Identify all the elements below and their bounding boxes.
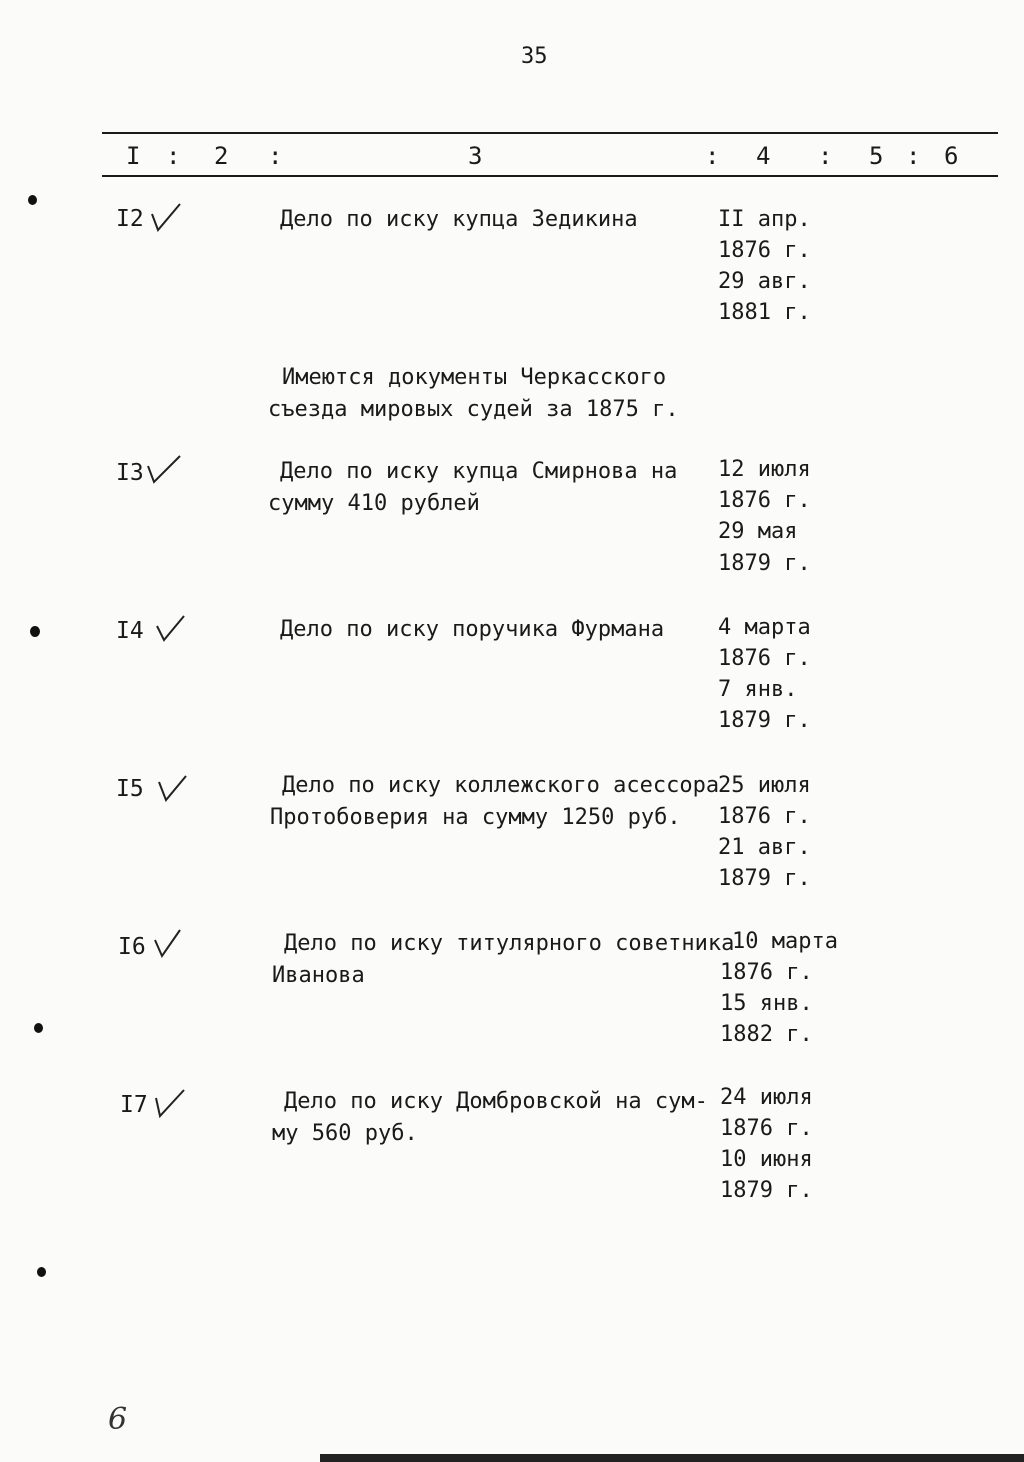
checkmark-icon [154, 612, 188, 646]
record-number: I3 [116, 460, 144, 486]
record-date: 10 июня [720, 1147, 813, 1172]
punch-hole [37, 1267, 46, 1277]
record-date: 7 янв. [718, 677, 798, 702]
record-title: Дело по иску Домбровской на сум- [284, 1089, 708, 1114]
header-separator: : [705, 142, 721, 170]
record-date: 1879 г. [718, 708, 811, 733]
record-title: Дело по иску поручика Фурмана [280, 617, 665, 642]
record-number: I5 [116, 776, 144, 802]
header-col-4: 4 [756, 142, 772, 170]
record-date: 1879 г. [720, 1178, 813, 1203]
record-date: 29 мая [718, 519, 798, 544]
record-date: 12 июля [718, 457, 811, 482]
header-separator: : [268, 142, 284, 170]
archive-note: съезда мировых судей за 1875 г. [268, 397, 679, 422]
record-date: II апр. [718, 207, 811, 232]
archive-note: Имеются документы Черкасского [282, 365, 667, 390]
header-bottom-rule [102, 175, 998, 177]
punch-hole [30, 626, 40, 637]
record-date: 25 июля [718, 773, 811, 798]
record-date: 1881 г. [718, 300, 811, 325]
record-date: 10 марта [732, 929, 838, 954]
header-separator: : [818, 142, 834, 170]
record-title: му 560 руб. [272, 1121, 418, 1146]
handwritten-sheet-number: 6 [108, 1402, 128, 1437]
page-number: 35 [521, 44, 548, 69]
record-date: 24 июля [720, 1085, 813, 1110]
record-date: 1879 г. [718, 551, 811, 576]
record-date: 4 марта [718, 615, 811, 640]
scan-bottom-edge [320, 1454, 1024, 1462]
record-date: 1876 г. [718, 646, 811, 671]
record-date: 1882 г. [720, 1022, 813, 1047]
record-number: I2 [116, 206, 144, 232]
record-date: 1876 г. [720, 1116, 813, 1141]
record-date: 21 авг. [718, 835, 811, 860]
record-title: Дело по иску коллежского асессора [282, 773, 720, 798]
checkmark-icon [144, 452, 184, 488]
record-number: I6 [118, 934, 146, 960]
record-number: I4 [116, 618, 144, 644]
punch-hole [34, 1023, 43, 1033]
record-date: 1876 г. [718, 488, 811, 513]
header-separator: : [166, 142, 182, 170]
checkmark-icon [148, 200, 184, 236]
record-date: 15 янв. [720, 991, 813, 1016]
header-col-1: I [126, 142, 142, 170]
record-title: Дело по иску титулярного советника [284, 931, 735, 956]
punch-hole [28, 195, 37, 205]
record-title: Иванова [272, 963, 365, 988]
record-title: Дело по иску купца Зедикина [280, 207, 638, 232]
header-col-3: 3 [468, 142, 484, 170]
record-date: 29 авг. [718, 269, 811, 294]
record-title: Дело по иску купца Смирнова на [280, 459, 678, 484]
header-col-2: 2 [214, 142, 230, 170]
record-title: Протобоверия на сумму 1250 руб. [270, 805, 681, 830]
header-top-rule [102, 132, 998, 134]
checkmark-icon [152, 926, 186, 960]
header-col-6: 6 [944, 142, 960, 170]
record-date: 1876 г. [718, 238, 811, 263]
record-date: 1876 г. [720, 960, 813, 985]
header-separator: : [906, 142, 922, 170]
record-title: сумму 410 рублей [268, 491, 480, 516]
checkmark-icon [156, 772, 190, 804]
record-date: 1876 г. [718, 804, 811, 829]
header-col-5: 5 [869, 142, 885, 170]
record-date: 1879 г. [718, 866, 811, 891]
record-number: I7 [120, 1092, 148, 1118]
checkmark-icon [152, 1086, 188, 1120]
